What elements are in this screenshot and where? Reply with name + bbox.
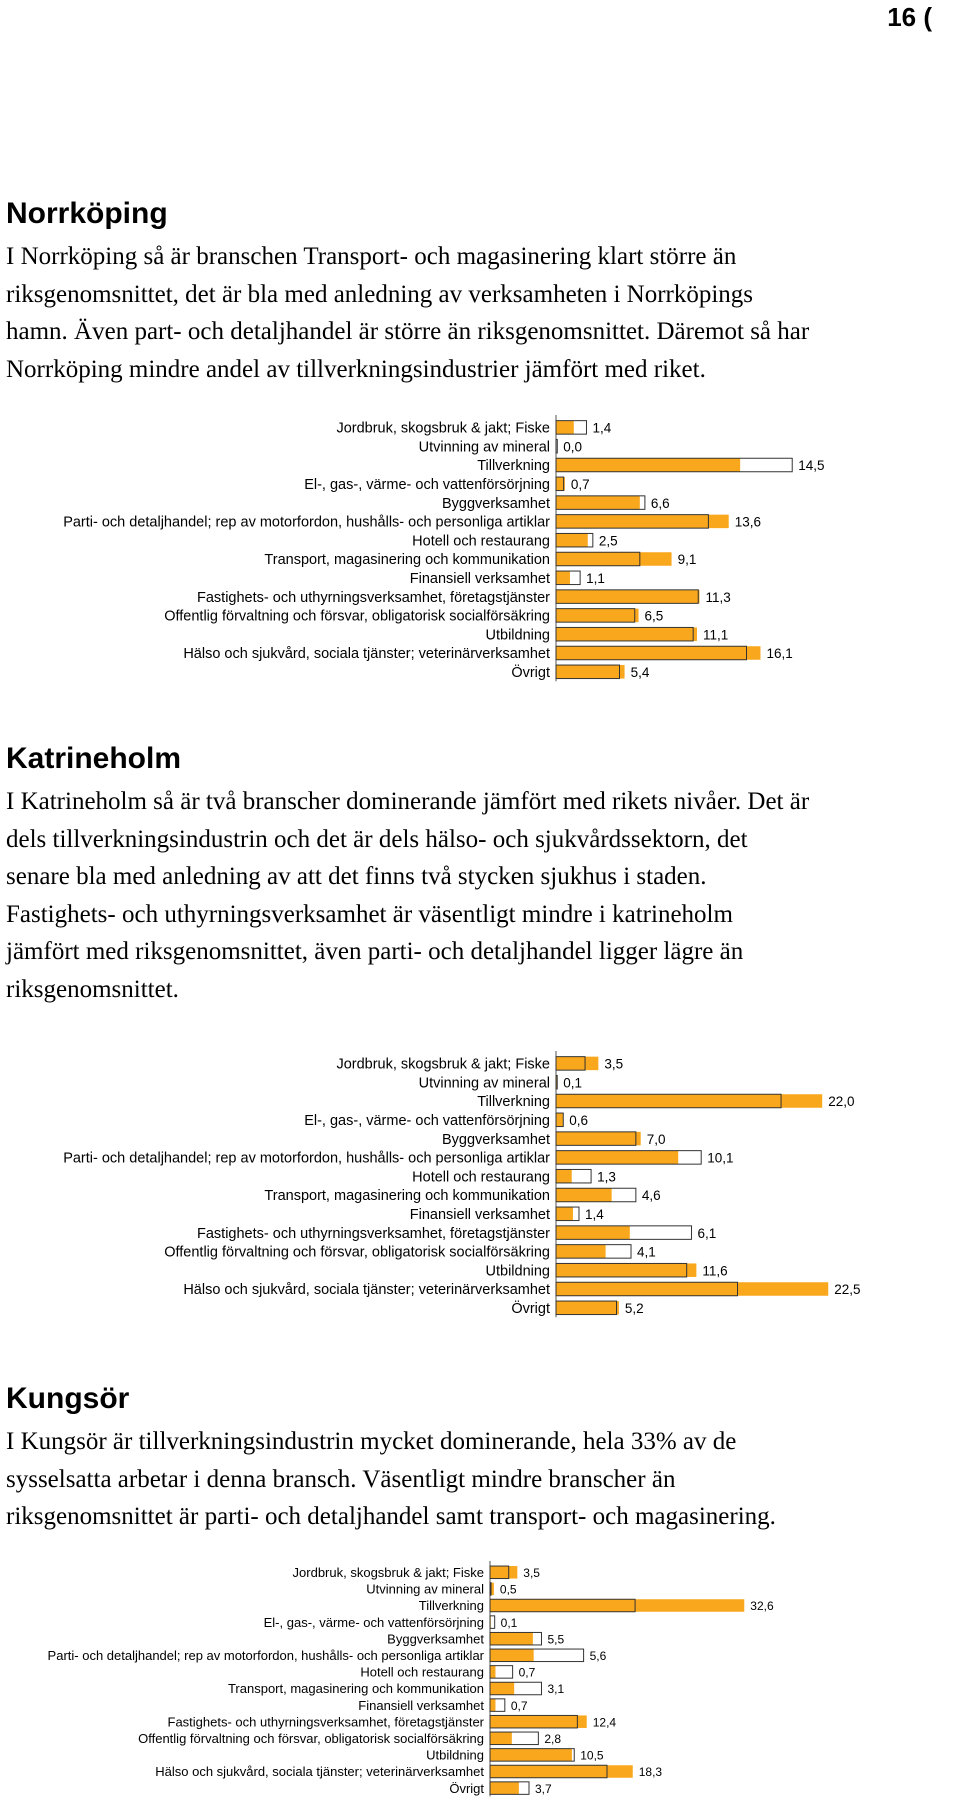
category-label: Utbildning xyxy=(426,1747,484,1763)
category-label: Parti- och detaljhandel; rep av motorfordon, hushålls- och personliga artiklar xyxy=(63,514,550,531)
paragraph-line: riksgenomsnittet. xyxy=(6,975,179,1003)
data-label: 0,1 xyxy=(500,1615,518,1630)
paragraph-line: riksgenomsnittet, det är bla med anledning av verksamheten i Norrköpings xyxy=(6,280,754,308)
paragraph-line: Norrköping mindre andel av tillverkningsindustrier jämfört med riket. xyxy=(6,355,706,383)
data-label: 11,3 xyxy=(705,589,731,605)
category-label: Byggverksamhet xyxy=(387,1631,484,1647)
category-label: Transport, magasinering och kommunikation xyxy=(264,1188,550,1205)
bar-primary xyxy=(556,1207,573,1221)
data-label: 0,7 xyxy=(570,477,590,493)
category-label: Byggverksamhet xyxy=(442,495,550,512)
page-number: 16 ( xyxy=(887,2,932,32)
bar-primary xyxy=(556,1245,606,1259)
category-label: Tillverkning xyxy=(418,1598,484,1614)
bar-primary xyxy=(490,1682,514,1695)
bar-reference xyxy=(556,439,557,453)
bar-primary xyxy=(556,1282,828,1296)
category-label: Hälso och sjukvård, sociala tjänster; veterinärverksamhet xyxy=(183,646,550,663)
paragraph-line: Fastighets- och uthyrningsverksamhet är väsentligt mindre i katrineholm xyxy=(6,900,733,928)
bar-primary xyxy=(556,1151,678,1165)
data-label: 0,5 xyxy=(499,1582,517,1597)
bar-primary xyxy=(556,552,672,566)
category-label: Utbildning xyxy=(485,627,550,644)
category-label: Utbildning xyxy=(485,1263,550,1280)
category-label: Utvinning av mineral xyxy=(418,1075,550,1092)
data-label: 5,6 xyxy=(589,1648,607,1663)
data-label: 0,1 xyxy=(563,1075,582,1091)
data-label: 1,3 xyxy=(597,1169,616,1185)
bar-reference xyxy=(490,1583,491,1596)
data-label: 0,0 xyxy=(563,439,583,455)
bar-primary xyxy=(556,496,640,510)
data-label: 3,5 xyxy=(523,1565,540,1580)
category-label: Fastighets- och uthyrningsverksamhet, företagstjänster xyxy=(197,1225,550,1242)
chart-katrineholm xyxy=(0,1048,960,1318)
bar-primary xyxy=(490,1782,519,1795)
paragraph-line: senare bla med anledning av att det finns två stycken sjukhus i staden. xyxy=(6,863,707,890)
data-label: 0,6 xyxy=(569,1113,589,1129)
bar-primary xyxy=(490,1649,534,1662)
paragraph-line: sysselsatta arbetar i denna bransch. Väsentligt mindre branscher än xyxy=(6,1465,676,1493)
data-label: 16,1 xyxy=(766,646,793,662)
data-label: 11,1 xyxy=(702,627,729,643)
category-label: El-, gas-, värme- och vattenförsörjning xyxy=(304,1113,550,1130)
data-label: 5,5 xyxy=(547,1632,565,1647)
category-label: Tillverkning xyxy=(477,458,550,475)
data-label: 12,4 xyxy=(592,1715,617,1730)
category-label: Parti- och detaljhandel; rep av motorfordon, hushålls- och personliga artiklar xyxy=(63,1150,550,1167)
bar-primary xyxy=(556,1057,598,1071)
category-label: Hotell och restaurang xyxy=(412,1169,550,1186)
category-label: Finansiell verksamhet xyxy=(409,571,550,588)
category-label: Jordbruk, skogsbruk & jakt; Fiske xyxy=(336,420,550,437)
category-label: Hälso och sjukvård, sociala tjänster; veterinärverksamhet xyxy=(183,1282,550,1299)
category-label: Offentlig förvaltning och försvar, obligatorisk socialförsäkring xyxy=(164,1244,550,1261)
category-label: Hotell och restaurang xyxy=(360,1664,484,1680)
data-label: 1,4 xyxy=(584,1207,604,1223)
data-label: 7,0 xyxy=(646,1131,666,1147)
category-label: Hotell och restaurang xyxy=(412,533,550,550)
paragraph-line: jämfört med riksgenomsnittet, även parti- och detaljhandel ligger lägre än xyxy=(6,938,744,965)
bar-primary xyxy=(556,627,697,641)
bar-primary xyxy=(556,515,729,529)
category-label: El-, gas-, värme- och vattenförsörjning xyxy=(304,477,550,494)
bar-primary xyxy=(556,590,700,604)
paragraph-line: hamn. Även part- och detaljhandel är större än riksgenomsnittet. Däremot så har xyxy=(6,318,810,345)
data-label: 32,6 xyxy=(750,1599,774,1614)
bar-primary xyxy=(556,1226,630,1240)
data-label: 9,1 xyxy=(677,552,697,568)
category-label: Hälso och sjukvård, sociala tjänster; veterinärverksamhet xyxy=(155,1764,484,1780)
data-label: 0,7 xyxy=(518,1665,536,1680)
category-label: El-, gas-, värme- och vattenförsörjning xyxy=(263,1614,484,1630)
data-label: 22,0 xyxy=(828,1094,855,1110)
category-label: Transport, magasinering och kommunikation xyxy=(227,1681,484,1697)
category-label: Offentlig förvaltning och försvar, obligatorisk socialförsäkring xyxy=(164,608,550,625)
category-label: Offentlig förvaltning och försvar, obligatorisk socialförsäkring xyxy=(138,1730,484,1746)
paragraph-line: I Katrineholm så är två branscher dominerande jämfört med rikets nivåer. Det är xyxy=(6,788,810,815)
data-label: 1,1 xyxy=(586,571,605,587)
data-label: 11,6 xyxy=(702,1263,728,1279)
category-label: Finansiell verksamhet xyxy=(358,1697,484,1713)
section-katrineholm xyxy=(6,740,946,1008)
category-label: Tillverkning xyxy=(477,1094,550,1111)
section-heading: Kungsör xyxy=(6,1382,130,1415)
data-label: 14,5 xyxy=(798,458,825,474)
bar-primary xyxy=(490,1632,533,1645)
category-label: Fastighets- och uthyrningsverksamhet, företagstjänster xyxy=(197,589,550,606)
data-label: 10,1 xyxy=(707,1150,734,1166)
data-label: 4,6 xyxy=(641,1188,661,1204)
data-label: 4,1 xyxy=(637,1244,656,1260)
data-label: 0,7 xyxy=(510,1698,528,1713)
category-label: Fastighets- och uthyrningsverksamhet, företagstjänster xyxy=(167,1714,484,1730)
data-label: 6,6 xyxy=(650,495,670,511)
data-label: 10,5 xyxy=(580,1748,604,1763)
section-heading: Katrineholm xyxy=(6,742,182,775)
bar-primary xyxy=(490,1699,495,1712)
paragraph-line: riksgenomsnittet är parti- och detaljhandel samt transport- och magasinering. xyxy=(6,1503,776,1530)
bar-primary xyxy=(556,646,760,660)
data-label: 13,6 xyxy=(734,514,762,530)
section-norrkoping xyxy=(6,195,946,388)
section-kungsor xyxy=(6,1380,946,1536)
bar-primary xyxy=(556,1113,563,1127)
data-label: 5,4 xyxy=(630,665,650,681)
category-label: Övrigt xyxy=(449,1780,484,1796)
bar-primary xyxy=(556,609,639,623)
bar-primary xyxy=(556,1094,822,1108)
category-label: Transport, magasinering och kommunikation xyxy=(264,552,550,569)
data-label: 1,4 xyxy=(592,420,612,436)
bar-primary xyxy=(556,1132,641,1146)
paragraph-line: dels tillverkningsindustrin och det är dels hälso- och sjukvårdssektorn, det xyxy=(6,825,748,853)
category-label: Parti- och detaljhandel; rep av motorfordon, hushålls- och personliga artiklar xyxy=(47,1647,484,1663)
section-heading: Norrköping xyxy=(6,197,168,230)
bar-primary xyxy=(556,665,625,679)
data-label: 3,7 xyxy=(535,1781,552,1796)
data-label: 22,5 xyxy=(834,1282,861,1298)
bar-primary xyxy=(556,1188,612,1202)
bar-primary xyxy=(490,1715,587,1728)
data-label: 6,1 xyxy=(697,1225,717,1241)
bar-primary xyxy=(556,458,740,472)
bar-primary xyxy=(556,421,574,435)
paragraph-line: I Kungsör är tillverkningsindustrin mycket dominerande, hela 33% av de xyxy=(6,1428,737,1455)
bar-primary xyxy=(556,1169,572,1183)
paragraph-line: I Norrköping så är branschen Transport- och magasinering klart större än xyxy=(6,243,737,270)
category-label: Utvinning av mineral xyxy=(366,1581,484,1597)
bar-primary xyxy=(490,1599,744,1612)
category-label: Övrigt xyxy=(511,665,550,682)
category-label: Jordbruk, skogsbruk & jakt; Fiske xyxy=(292,1564,484,1580)
chart-kungsor xyxy=(0,1558,960,1801)
data-label: 3,1 xyxy=(547,1682,565,1697)
bar-primary xyxy=(490,1566,517,1579)
data-label: 5,2 xyxy=(624,1301,644,1317)
bar-primary xyxy=(556,571,570,585)
category-label: Övrigt xyxy=(511,1301,550,1318)
bar-primary xyxy=(556,1263,696,1277)
data-label: 3,5 xyxy=(604,1056,624,1072)
bar-primary xyxy=(490,1765,633,1778)
chart-norrkoping xyxy=(0,412,960,682)
data-label: 18,3 xyxy=(638,1765,663,1780)
data-label: 2,5 xyxy=(598,533,618,549)
data-label: 2,8 xyxy=(544,1731,562,1746)
category-label: Utvinning av mineral xyxy=(418,439,550,456)
bar-primary xyxy=(556,1301,619,1315)
category-label: Jordbruk, skogsbruk & jakt; Fiske xyxy=(336,1056,550,1073)
category-label: Byggverksamhet xyxy=(442,1131,550,1148)
data-label: 6,5 xyxy=(644,608,664,624)
bar-primary xyxy=(490,1732,512,1745)
bar-primary xyxy=(556,533,588,547)
bar-primary xyxy=(490,1749,572,1762)
category-label: Finansiell verksamhet xyxy=(409,1207,550,1224)
bar-primary xyxy=(490,1666,495,1679)
